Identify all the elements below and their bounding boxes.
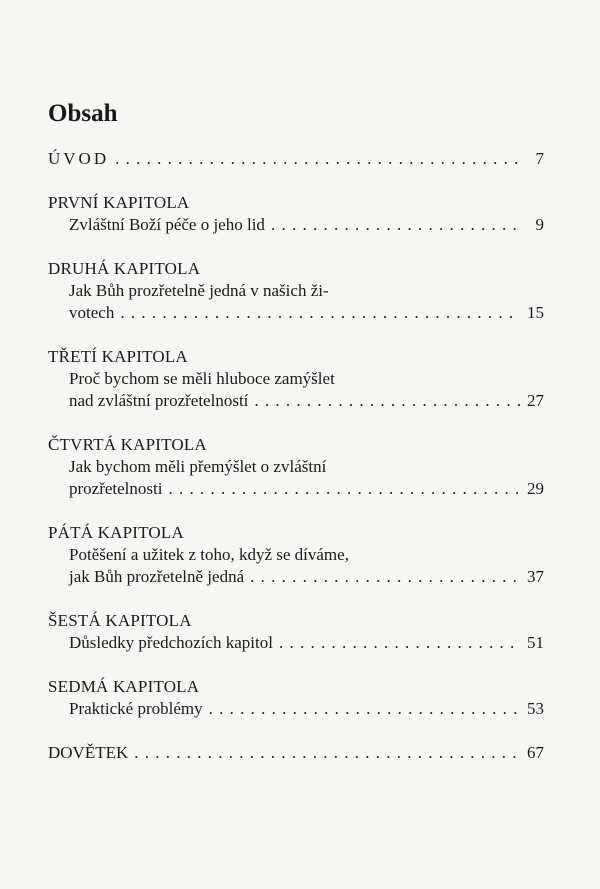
dot-leader <box>209 698 520 720</box>
toc-entry-chapter-2 <box>48 258 544 324</box>
chapter-title: Důsledky předchozích kapitol <box>69 633 273 652</box>
page-number: 27 <box>527 391 544 410</box>
chapter-title-line: Jak Bůh prozřetelně jedná v našich ži- <box>69 281 329 300</box>
chapter-heading: PÁTÁ KAPITOLA <box>48 523 184 542</box>
entry-label: DOVĚTEK <box>48 743 129 762</box>
chapter-title-line: Potěšení a užitek z toho, když se díváme, <box>69 545 349 564</box>
dot-leader <box>250 566 520 588</box>
chapter-title: Zvláštní Boží péče o jeho lid <box>69 215 265 234</box>
toc-entry-dovetek <box>48 742 544 764</box>
chapter-title-line: Jak bychom měli přemýšlet o zvláštní <box>69 457 327 476</box>
page-number: 51 <box>527 633 544 652</box>
chapter-title-line: Proč bychom se měli hluboce zamýšlet <box>69 369 335 388</box>
chapter-heading: ŠESTÁ KAPITOLA <box>48 611 192 630</box>
chapter-title: jak Bůh prozřetelně jedná <box>69 567 245 586</box>
toc-entry-chapter-3 <box>48 346 544 412</box>
toc-entry-uvod <box>48 148 544 170</box>
dot-leader <box>134 742 520 764</box>
toc-entry-chapter-5 <box>48 522 544 588</box>
page-number: 67 <box>527 743 544 762</box>
toc-entry-chapter-4 <box>48 434 544 500</box>
page-number: 37 <box>527 567 544 586</box>
page-number: 53 <box>527 699 544 718</box>
toc-entry-chapter-7 <box>48 676 544 720</box>
chapter-title: nad zvláštní prozřetelností <box>69 391 249 410</box>
page-number: 7 <box>535 149 544 168</box>
chapter-heading: SEDMÁ KAPITOLA <box>48 677 200 696</box>
chapter-title: votech <box>69 303 115 322</box>
page-number: 15 <box>527 303 544 322</box>
page-title: Obsah <box>48 100 118 127</box>
chapter-heading: TŘETÍ KAPITOLA <box>48 347 188 366</box>
chapter-title: Praktické problémy <box>69 699 203 718</box>
dot-leader <box>120 302 520 324</box>
page-number: 29 <box>527 479 544 498</box>
page-number: 9 <box>535 215 544 234</box>
dot-leader <box>271 214 520 236</box>
dot-leader <box>168 478 520 500</box>
chapter-title: prozřetelnosti <box>69 479 163 498</box>
toc-entry-chapter-6 <box>48 610 544 654</box>
dot-leader <box>115 148 520 170</box>
chapter-heading: ČTVRTÁ KAPITOLA <box>48 435 207 454</box>
chapter-heading: PRVNÍ KAPITOLA <box>48 193 190 212</box>
entry-label: ÚVOD <box>48 149 110 168</box>
chapter-heading: DRUHÁ KAPITOLA <box>48 259 201 278</box>
table-of-contents <box>48 148 544 786</box>
dot-leader <box>254 390 520 412</box>
dot-leader <box>279 632 520 654</box>
toc-entry-chapter-1 <box>48 192 544 236</box>
